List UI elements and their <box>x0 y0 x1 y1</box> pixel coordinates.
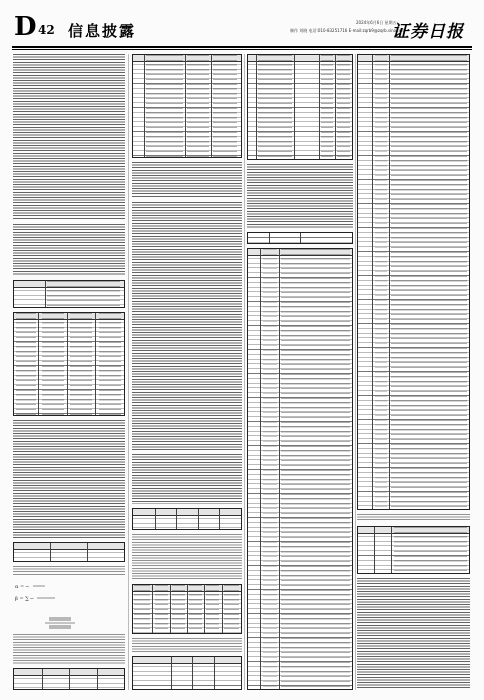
body-text <box>13 634 125 664</box>
body-text <box>132 638 242 652</box>
table-header <box>133 657 241 664</box>
body-text <box>132 162 242 198</box>
body-text <box>132 454 242 504</box>
section-title: 信息披露 <box>68 22 137 40</box>
data-table <box>247 248 353 690</box>
formula <box>15 614 95 633</box>
body-text <box>357 578 470 690</box>
header-rule <box>12 46 472 48</box>
body-text <box>13 420 125 538</box>
svg-text:β = ∑ ─: β = ∑ ─ <box>15 596 34 602</box>
column-1 <box>13 54 125 690</box>
edition-date: 2024年6月6日 星期五 <box>356 20 397 25</box>
body-text <box>13 566 125 576</box>
column-separator <box>244 54 245 690</box>
data-table <box>247 54 353 160</box>
data-table <box>132 508 242 530</box>
data-table <box>247 232 353 244</box>
column-3 <box>247 54 353 690</box>
page-number: 42 <box>38 23 55 37</box>
column-separator <box>128 54 129 690</box>
newspaper-logo: 证券日报 <box>392 22 464 42</box>
column-2 <box>132 54 242 690</box>
table-header <box>14 543 124 550</box>
data-table <box>132 584 242 634</box>
data-table <box>13 542 125 562</box>
header-rule-thin <box>12 49 472 50</box>
contact-info: 制作 刘晓 电话:010-83251716 E-mail:zqrb9@zqrb.sina.net <box>290 28 404 33</box>
body-text <box>13 54 125 220</box>
page-letter: D <box>14 12 36 42</box>
page-header <box>8 14 476 44</box>
data-table <box>357 526 470 574</box>
data-table <box>357 54 470 510</box>
table-header <box>133 509 241 516</box>
column-separator <box>355 54 356 690</box>
body-text <box>247 164 353 228</box>
body-text <box>132 534 242 580</box>
data-table <box>132 54 242 158</box>
body-text <box>357 514 470 522</box>
body-text <box>132 202 242 450</box>
data-table <box>13 668 125 690</box>
svg-text:α = ─: α = ─ <box>15 584 29 590</box>
data-table <box>13 312 125 416</box>
formula <box>15 580 75 611</box>
column-4 <box>357 54 470 690</box>
data-table <box>13 280 125 308</box>
data-table <box>132 656 242 690</box>
body-text <box>13 224 125 276</box>
